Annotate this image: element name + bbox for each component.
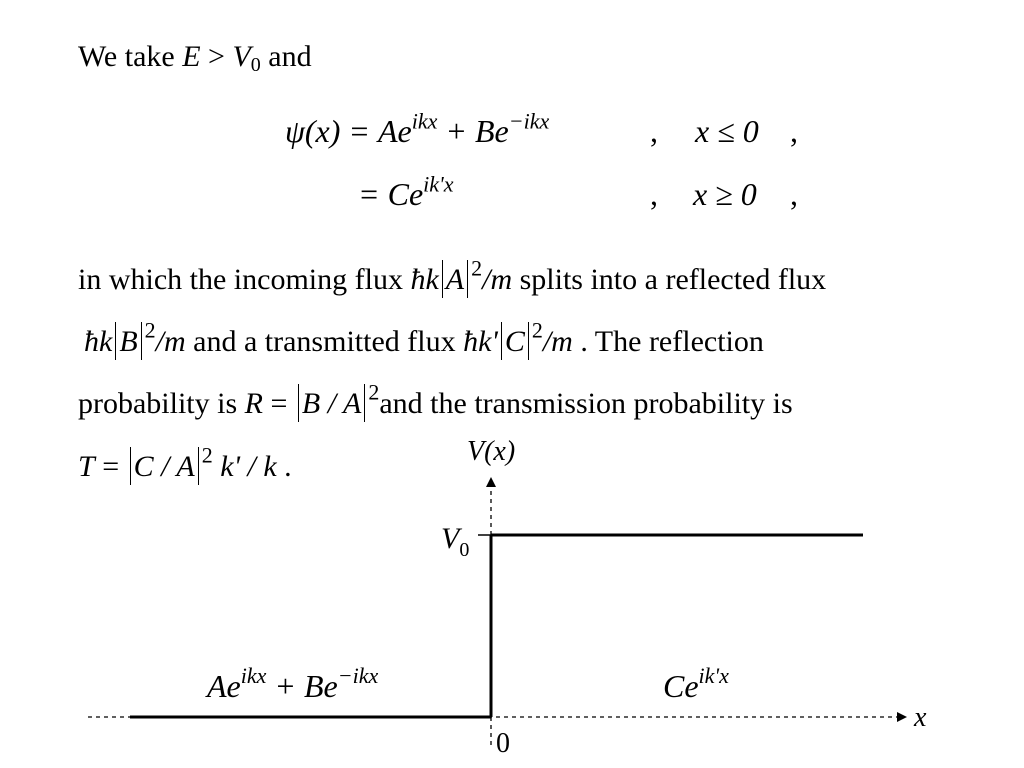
eq2-condition: x ≥ 0 [693, 176, 757, 212]
transmitted-flux-hk: ħk' [463, 325, 498, 358]
eq1-lhs: ψ(x) = Ae [285, 113, 412, 149]
reflection-equals: = [262, 387, 295, 420]
transmission-k-ratio: k' / k [212, 450, 277, 483]
incoming-flux-m: /m [482, 263, 513, 296]
left-wave-A: Ae [207, 668, 241, 704]
transmitted-flux-square: 2 [531, 317, 543, 343]
eq1-exponent-2: −ikx [508, 108, 550, 134]
eq1-comma-1: , [650, 113, 658, 149]
v0-label-sub: 0 [459, 539, 470, 561]
incoming-flux-hk: ħk [410, 263, 439, 296]
transmission-ratio: C / A [133, 450, 195, 483]
para-l3-a: probability is [78, 387, 245, 420]
energy-symbol: E [182, 40, 201, 73]
eq2-comma-2: , [790, 176, 798, 212]
y-axis-label: V(x) [467, 436, 516, 467]
incoming-flux-square: 2 [471, 255, 483, 281]
transmission-equals: = [94, 450, 127, 483]
para-l1-b: splits into a reflected flux [512, 263, 827, 296]
incoming-flux-A: A [445, 263, 465, 296]
right-wave-exp: ik'x [698, 663, 729, 688]
para-l3-b: and the transmission probability is [379, 387, 793, 420]
right-wave-label [663, 663, 729, 704]
eq1-condition: x ≤ 0 [695, 113, 759, 149]
v0-label [441, 522, 469, 561]
reflection-square: 2 [368, 379, 380, 405]
eq1-exponent-1: ikx [411, 108, 438, 134]
eq1-mid: + Be [437, 113, 509, 149]
eq1-comma-2: , [790, 113, 798, 149]
transmission-square: 2 [201, 442, 213, 468]
transmission-period: . [276, 450, 292, 483]
left-wave-exp2: −ikx [337, 663, 379, 688]
origin-label: 0 [496, 728, 510, 759]
x-axis-label: x [914, 702, 927, 733]
left-wave-label [205, 663, 378, 704]
reflected-flux-B: B [119, 325, 138, 358]
intro-prefix: We take [78, 40, 183, 73]
transmitted-flux-m: /m [542, 325, 573, 358]
para-l2-b: . The reflection [572, 325, 764, 358]
right-wave-C: Ce [663, 668, 699, 704]
potential-subscript: 0 [250, 54, 261, 76]
left-wave-mid: + Be [266, 668, 338, 704]
eq2-exponent: ik'x [423, 171, 454, 197]
left-wave-exp1: ikx [240, 663, 267, 688]
v0-label-letter: V [441, 522, 460, 555]
intro-suffix: and [260, 40, 312, 73]
reflection-R: R [244, 387, 263, 420]
para-l2-a: and a transmitted flux [185, 325, 464, 358]
potential-symbol: V [232, 40, 251, 73]
reflected-flux-hk: ħk [84, 325, 113, 358]
eq2-lhs: = Ce [358, 176, 424, 212]
reflected-flux-m: /m [155, 325, 186, 358]
eq2-comma-1: , [650, 176, 658, 212]
reflection-ratio: B / A [301, 387, 362, 420]
greater-than: > [200, 40, 233, 73]
reflected-flux-square: 2 [144, 317, 156, 343]
transmission-T: T [78, 450, 95, 483]
transmitted-flux-C: C [504, 325, 525, 358]
para-l1-a: in which the incoming flux [78, 263, 411, 296]
